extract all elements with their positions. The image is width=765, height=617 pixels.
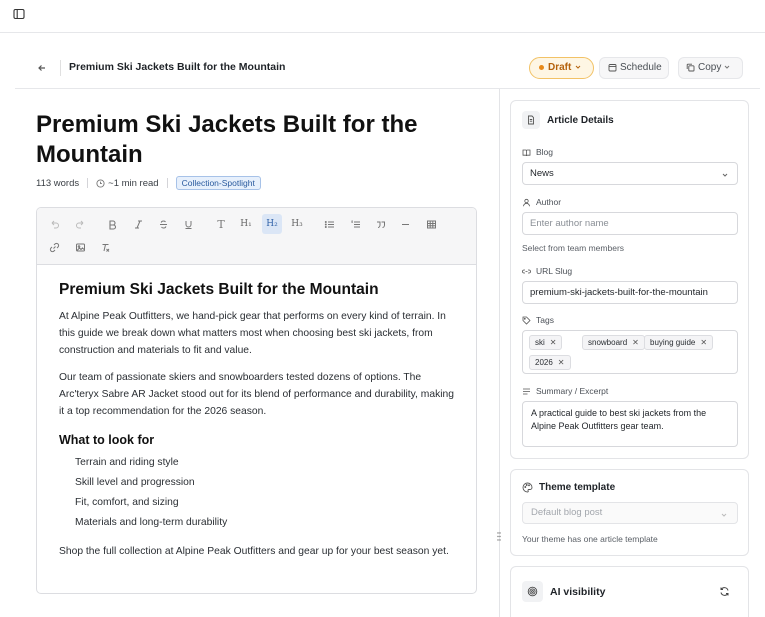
list-item: Terrain and riding style — [75, 457, 179, 468]
strikethrough-icon — [158, 219, 169, 230]
heading-3-label: H₃ — [291, 219, 303, 229]
quote-icon — [375, 219, 386, 230]
ai-visibility-title: AI visibility — [550, 585, 606, 598]
content-paragraph: Our team of passionate skiers and snowboarders tested dozens of options. The Arc'teryx Sabre AR Jacket stood out for its blend of performance and durability, making it a top recommendation for the 2026 season. — [59, 372, 454, 417]
heading-2-label: H₂ — [266, 219, 278, 229]
url-slug-input[interactable] — [522, 281, 738, 304]
image-icon — [75, 242, 86, 253]
author-helper-text: Select from team members — [522, 243, 625, 253]
document-icon-box — [522, 111, 540, 129]
tags-label-text: Tags — [536, 315, 554, 325]
article-details-card — [510, 100, 749, 459]
ordered-list-icon — [350, 219, 361, 230]
calendar-icon — [608, 63, 617, 72]
read-time: ~1 min read — [108, 177, 159, 189]
draft-status-button[interactable] — [529, 57, 594, 79]
strikethrough-button[interactable] — [153, 214, 173, 234]
user-icon — [522, 198, 531, 207]
align-left-icon — [522, 387, 531, 396]
bold-button[interactable] — [102, 214, 122, 234]
author-input[interactable] — [522, 212, 738, 235]
chevron-down-icon — [721, 171, 729, 179]
url-slug-value: premium-ski-jackets-built-for-the-mountain — [530, 287, 708, 298]
summary-label-text: Summary / Excerpt — [536, 386, 609, 396]
theme-helper-text: Your theme has one article template — [522, 534, 658, 544]
ai-icon-box — [522, 581, 543, 602]
slug-label-text: URL Slug — [536, 266, 573, 276]
ai-visibility-header — [522, 581, 605, 602]
heading-1-button[interactable] — [236, 214, 256, 234]
article-details-header — [522, 111, 614, 129]
undo-icon — [49, 219, 60, 230]
editor-toolbar — [37, 208, 476, 265]
summary-label — [522, 386, 608, 396]
content-list — [75, 453, 454, 533]
collection-tag[interactable]: Collection-Spotlight — [176, 176, 261, 190]
text-style-label: T — [217, 217, 225, 231]
chevron-down-icon — [574, 63, 582, 71]
author-label-text: Author — [536, 197, 562, 207]
sidebar-toggle-icon[interactable] — [13, 8, 25, 20]
blog-label-text: Blog — [536, 147, 554, 157]
blog-select-value: News — [530, 168, 554, 179]
tags-label — [522, 315, 554, 325]
tag-chip — [529, 355, 571, 370]
rich-text-editor — [36, 207, 477, 594]
heading-3-button[interactable] — [287, 214, 307, 234]
draft-label: Draft — [548, 62, 572, 73]
content-paragraph: Shop the full collection at Alpine Peak Outfitters and gear up for your best season yet. — [59, 546, 449, 557]
blockquote-button[interactable] — [370, 214, 390, 234]
book-icon — [522, 148, 531, 157]
ordered-list-button[interactable] — [345, 214, 365, 234]
list-item: Skill level and progression — [75, 477, 195, 488]
bold-icon — [107, 219, 118, 230]
list-item: Materials and long-term durability — [75, 517, 228, 528]
theme-template-value: Default blog post — [531, 507, 603, 518]
underline-icon — [183, 219, 194, 230]
tag-icon — [522, 316, 531, 325]
author-label — [522, 197, 561, 207]
slug-label — [522, 266, 572, 276]
clear-formatting-icon — [100, 242, 111, 253]
theme-template-header — [522, 482, 615, 493]
tag-chip — [529, 335, 562, 350]
link-button[interactable] — [44, 237, 64, 257]
article-header — [15, 50, 760, 89]
remove-tag-icon[interactable]: ✕ — [632, 338, 639, 347]
remove-tag-icon[interactable]: ✕ — [549, 338, 557, 347]
table-button[interactable] — [421, 214, 441, 234]
top-bar — [0, 0, 765, 33]
target-icon — [527, 586, 538, 597]
copy-icon — [686, 63, 695, 72]
meta-divider — [87, 178, 88, 188]
palette-icon — [522, 482, 533, 493]
schedule-label: Schedule — [620, 62, 662, 73]
document-icon — [526, 115, 536, 125]
theme-template-title: Theme template — [539, 482, 616, 493]
tag-chip-label: 2026 — [535, 358, 553, 367]
heading-1-label: H₁ — [240, 219, 252, 229]
content-heading: Premium Ski Jackets Built for the Mountain — [59, 281, 379, 298]
article-title[interactable]: Premium Ski Jackets Built for the Mountain — [36, 111, 418, 168]
tag-chip-label: ski — [535, 338, 545, 347]
horizontal-rule-button[interactable] — [395, 214, 415, 234]
back-arrow-icon[interactable] — [35, 61, 49, 75]
link-icon — [522, 267, 531, 276]
content-subheading: What to look for — [59, 433, 155, 447]
author-placeholder: Enter author name — [530, 218, 609, 229]
redo-icon — [75, 219, 86, 230]
clear-formatting-button[interactable] — [95, 237, 115, 257]
blog-select[interactable] — [522, 162, 738, 185]
underline-button[interactable] — [178, 214, 198, 234]
article-details-title: Article Details — [547, 114, 614, 126]
copy-label: Copy — [698, 62, 722, 73]
blog-label — [522, 147, 553, 157]
list-item: Fit, comfort, and sizing — [75, 497, 179, 508]
header-divider — [60, 60, 61, 76]
theme-template-card — [510, 469, 749, 556]
tags-input[interactable] — [522, 330, 738, 374]
undo-button[interactable] — [44, 214, 64, 234]
resize-grip-icon[interactable] — [496, 531, 502, 542]
editor-content[interactable] — [37, 265, 476, 560]
ai-visibility-card — [510, 566, 749, 617]
word-count: 113 words — [36, 177, 80, 189]
theme-template-select — [522, 502, 738, 524]
redo-button[interactable] — [70, 214, 90, 234]
bullet-list-icon — [324, 219, 335, 230]
header-title: Premium Ski Jackets Built for the Mountain — [69, 61, 286, 73]
heading-2-button[interactable] — [262, 214, 282, 234]
bullet-list-button[interactable] — [319, 214, 339, 234]
tag-chip — [582, 335, 645, 350]
remove-tag-icon[interactable]: ✕ — [557, 358, 565, 367]
meta-divider — [167, 178, 168, 188]
chevron-down-icon — [720, 511, 728, 519]
tag-chip — [644, 335, 713, 350]
refresh-icon[interactable] — [719, 586, 730, 597]
text-style-button[interactable] — [211, 214, 231, 234]
copy-button[interactable] — [678, 57, 743, 79]
tag-chip-label: buying guide — [650, 338, 696, 347]
image-button[interactable] — [70, 237, 90, 257]
draft-dot-icon — [539, 65, 544, 70]
schedule-button[interactable] — [599, 57, 669, 79]
link-icon — [49, 242, 60, 253]
horizontal-rule-icon — [400, 219, 411, 230]
article-meta — [36, 176, 261, 190]
table-icon — [426, 219, 437, 230]
remove-tag-icon[interactable]: ✕ — [700, 338, 708, 347]
content-paragraph: At Alpine Peak Outfitters, we hand-pick gear that performs on every kind of terrain. In this guide we break down what matters most when choosing best ski jackets, from construction and materials to fit and value. — [59, 311, 446, 356]
italic-icon — [133, 219, 144, 230]
clock-icon — [96, 179, 105, 188]
tag-chip-label: snowboard — [588, 338, 628, 347]
chevron-down-icon — [723, 63, 731, 71]
italic-button[interactable] — [128, 214, 148, 234]
summary-textarea[interactable]: A practical guide to best ski jackets from the Alpine Peak Outfitters gear team. — [522, 401, 738, 447]
